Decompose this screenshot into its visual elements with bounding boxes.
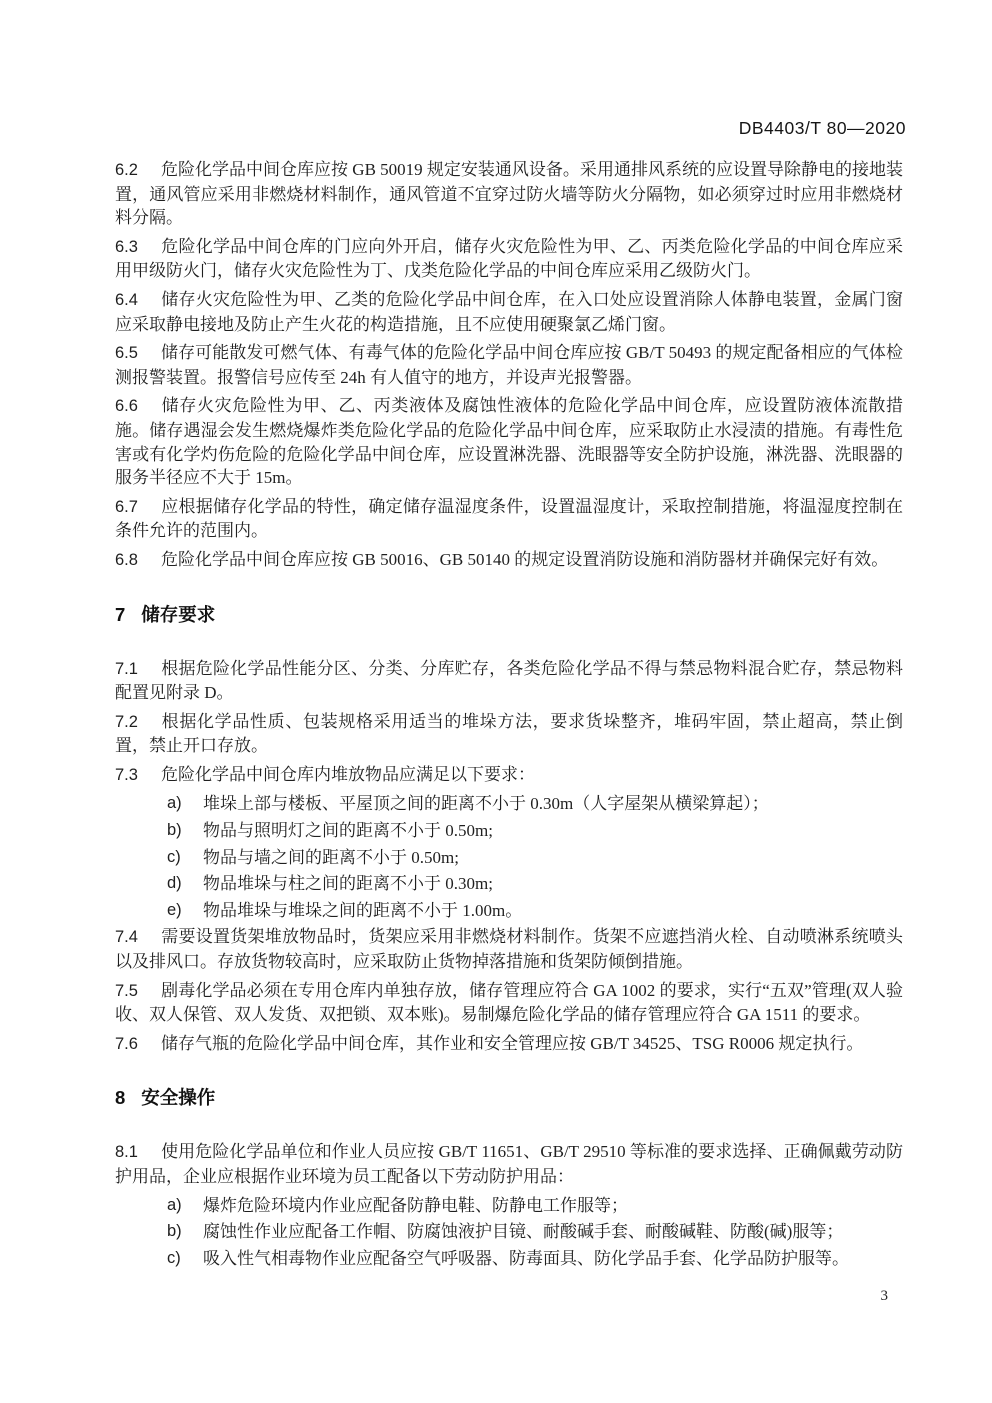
list-item-text: 物品与墙之间的距离不小于 0.50m; bbox=[203, 847, 459, 867]
clause-text: 危险化学品中间仓库的门应向外开启，储存火灾危险性为甲、乙、丙类危险化学品的中间仓库应采用甲级防火门，储存火灾危险性为丁、戊类危险化学品的中间仓库应采用乙级防火门。 bbox=[115, 236, 903, 281]
list-item-label: a) bbox=[167, 1195, 182, 1214]
clause-number: 6.4 bbox=[115, 290, 138, 309]
clause-number: 8.1 bbox=[115, 1143, 138, 1162]
list-item-text: 吸入性气相毒物作业应配备空气呼吸器、防毒面具、防化学品手套、化学品防护服等。 bbox=[203, 1248, 849, 1268]
list-item-label: b) bbox=[167, 1222, 182, 1241]
clause-text: 储存可能散发可燃气体、有毒气体的危险化学品中间仓库应按 GB/T 50493 的规定配备相应的气体检测报警装置。报警信号应传至 24h 有人值守的地方，并设声光报警器。 bbox=[115, 343, 903, 387]
list-item-label: e) bbox=[167, 900, 182, 919]
clause-text: 危险化学品中间仓库应按 GB 50019 规定安装通风设备。采用通排风系统的应设置导除静电的接地装置，通风管应采用非燃烧材料制作，通风管道不宜穿过防火墙等防火分隔物，如必须穿过时应用非燃烧材料分隔。 bbox=[115, 160, 903, 228]
list-item-label: b) bbox=[167, 821, 182, 840]
list-item-label: a) bbox=[167, 794, 182, 813]
list-item-label: c) bbox=[167, 847, 181, 866]
list-item-text: 物品堆垛与堆垛之间的距离不小于 1.00m。 bbox=[203, 900, 523, 920]
clause-number: 7.5 bbox=[115, 981, 138, 1000]
clause-number: 7.1 bbox=[115, 659, 138, 678]
list-item-8-1-a bbox=[115, 1194, 903, 1218]
clause-text: 危险化学品中间仓库内堆放物品应满足以下要求： bbox=[161, 764, 535, 784]
list-item-label: c) bbox=[167, 1248, 181, 1267]
list-item-text: 物品堆垛与柱之间的距离不小于 0.30m; bbox=[203, 874, 493, 894]
clause-text: 根据化学品性质、包装规格采用适当的堆垛方法，要求货垛整齐，堆码牢固，禁止超高，禁止倒置，禁止开口存放。 bbox=[115, 711, 903, 756]
section-7-heading bbox=[115, 603, 903, 627]
list-item-text: 腐蚀性作业应配备工作帽、防腐蚀液护目镜、耐酸碱手套、耐酸碱鞋、防酸(碱)服等； bbox=[203, 1222, 844, 1242]
clause-text: 储存火灾危险性为甲、乙、丙类液体及腐蚀性液体的危险化学品中间仓库，应设置防液体流散措施。储存遇湿会发生燃烧爆炸类危险化学品的危险化学品中间仓库，应采取防止水浸渍的措施。有毒性危害或有化学灼伤危险的危险化学品中间仓库，应设置淋洗器、洗眼器等安全防护设施，淋洗器、洗眼器的服务半径应不大于 15m。 bbox=[115, 396, 903, 488]
clause-7-2 bbox=[115, 710, 903, 758]
clause-text: 储存火灾危险性为甲、乙类的危险化学品中间仓库，在入口处应设置消除人体静电装置，金属门窗应采取静电接地及防止产生火花的构造措施，且不应使用硬聚氯乙烯门窗。 bbox=[115, 289, 903, 334]
clause-number: 7.2 bbox=[115, 712, 138, 731]
section-title: 储存要求 bbox=[141, 603, 216, 625]
section-number: 7 bbox=[115, 603, 126, 625]
clause-text: 危险化学品中间仓库应按 GB 50016、GB 50140 的规定设置消防设施和消防器材并确保完好有效。 bbox=[161, 549, 889, 569]
clause-6-7 bbox=[115, 495, 903, 543]
clause-7-4 bbox=[115, 925, 903, 973]
clause-text: 储存气瓶的危险化学品中间仓库，其作业和安全管理应按 GB/T 34525、TSG R0006 规定执行。 bbox=[161, 1033, 864, 1053]
clause-text: 剧毒化学品必须在专用仓库内单独存放，储存管理应符合 GA 1002 的要求，实行“五双”管理(双人验收、双人保管、双人发货、双把锁、双本账)。易制爆危险化学品的储存管理应符合 GA 1511 的要求。 bbox=[115, 980, 903, 1025]
clause-7-3 bbox=[115, 763, 903, 788]
clause-number: 6.8 bbox=[115, 550, 138, 569]
clause-8-1 bbox=[115, 1140, 903, 1188]
list-item-8-1-c bbox=[115, 1247, 903, 1271]
clause-6-6 bbox=[115, 394, 903, 489]
page-number: 3 bbox=[880, 1288, 888, 1304]
list-item-text: 爆炸危险环境内作业应配备防静电鞋、防静电工作服等； bbox=[203, 1195, 628, 1215]
clause-text: 应根据储存化学品的特性，确定储存温湿度条件，设置温湿度计，采取控制措施，将温湿度控制在条件允许的范围内。 bbox=[115, 496, 903, 541]
list-item-7-3-a bbox=[115, 792, 903, 816]
doc-body bbox=[115, 158, 903, 1273]
list-item-7-3-d bbox=[115, 872, 903, 896]
list-item-7-3-b bbox=[115, 819, 903, 843]
list-item-8-1-b bbox=[115, 1220, 903, 1244]
clause-6-4 bbox=[115, 288, 903, 336]
clause-6-8 bbox=[115, 548, 903, 573]
list-item-text: 堆垛上部与楼板、平屋顶之间的距离不小于 0.30m（人字屋架从横梁算起）； bbox=[203, 794, 769, 814]
clause-7-1 bbox=[115, 657, 903, 705]
clause-text: 需要设置货架堆放物品时，货架应采用非燃烧材料制作。货架不应遮挡消火栓、自动喷淋系统喷头以及排风口。存放货物较高时，应采取防止货物掉落措施和货架防倾倒措施。 bbox=[115, 927, 903, 972]
clause-number: 6.2 bbox=[115, 161, 138, 179]
section-8-heading bbox=[115, 1086, 903, 1110]
clause-text: 使用危险化学品单位和作业人员应按 GB/T 11651、GB/T 29510 等标准的要求选择、正确佩戴劳动防护用品，企业应根据作业环境为员工配备以下劳动防护用品： bbox=[115, 1142, 903, 1186]
clause-number: 6.5 bbox=[115, 344, 138, 363]
clause-number: 6.3 bbox=[115, 237, 138, 256]
clause-number: 6.6 bbox=[115, 397, 138, 416]
clause-7-6 bbox=[115, 1032, 903, 1057]
clause-7-5 bbox=[115, 979, 903, 1027]
list-item-text: 物品与照明灯之间的距离不小于 0.50m; bbox=[203, 821, 493, 841]
clause-text: 根据危险化学品性能分区、分类、分库贮存，各类危险化学品不得与禁忌物料混合贮存，禁忌物料配置见附录 D。 bbox=[115, 658, 903, 703]
doc-header bbox=[115, 118, 906, 139]
clause-number: 6.7 bbox=[115, 497, 138, 516]
doc-code: DB4403/T 80—2020 bbox=[738, 118, 906, 138]
clause-number: 7.4 bbox=[115, 928, 138, 947]
list-item-label: d) bbox=[167, 874, 182, 893]
list-item-7-3-c bbox=[115, 846, 903, 870]
clause-6-5 bbox=[115, 341, 903, 389]
clause-number: 7.6 bbox=[115, 1034, 138, 1053]
clause-number: 7.3 bbox=[115, 765, 138, 784]
section-title: 安全操作 bbox=[141, 1087, 216, 1109]
clause-6-2 bbox=[115, 158, 903, 230]
list-item-7-3-e bbox=[115, 899, 903, 923]
clause-6-3 bbox=[115, 235, 903, 283]
section-number: 8 bbox=[115, 1087, 126, 1109]
